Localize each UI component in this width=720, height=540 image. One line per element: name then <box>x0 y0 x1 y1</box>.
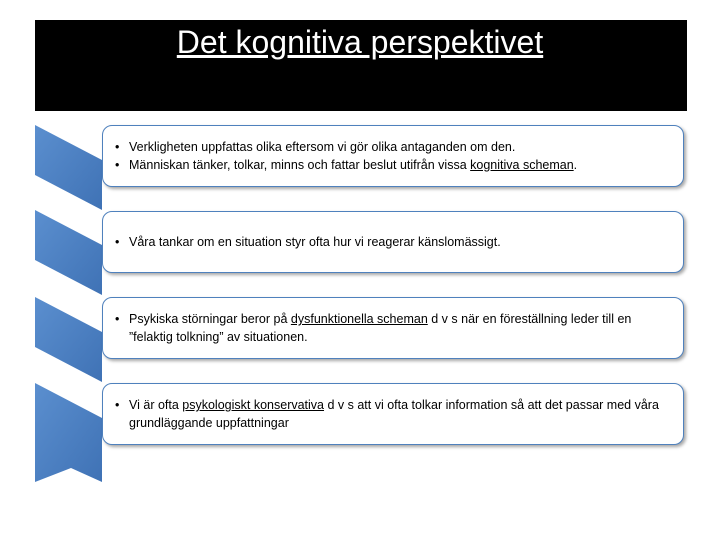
text-box-3 <box>102 297 684 359</box>
text-box-4 <box>102 383 684 445</box>
bullet-1-1: • Verkligheten uppfattas olika eftersom vi gör olika antaganden om den. <box>115 138 673 156</box>
chevron-1 <box>35 125 102 210</box>
chevron-4 <box>35 383 102 482</box>
term-kognitiva-scheman: kognitiva scheman <box>470 158 574 172</box>
chevron-3 <box>35 297 102 382</box>
bullet-4-1: • Vi är ofta psykologiskt konservativa d v s att vi ofta tolkar information så att det passar med våra grundläggande uppfattningar <box>115 396 673 432</box>
text-box-1 <box>102 125 684 187</box>
bullet-3-1: • Psykiska störningar beror på dysfunktionella scheman d v s när en föreställning leder till en ”felaktig tolkning” av situationen. <box>115 310 673 346</box>
bullet-2-1: • Våra tankar om en situation styr ofta hur vi reagerar känslomässigt. <box>115 233 673 251</box>
term-dysfunktionella-scheman: dysfunktionella scheman <box>290 312 428 326</box>
term-psykologiskt-konservativa: psykologiskt konservativa <box>182 398 325 412</box>
text-box-2 <box>102 211 684 273</box>
bullet-1-2: • Människan tänker, tolkar, minns och fattar beslut utifrån vissa kognitiva scheman. <box>115 156 673 174</box>
slide-title: Det kognitiva perspektivet <box>176 24 544 60</box>
chevron-2 <box>35 210 102 295</box>
